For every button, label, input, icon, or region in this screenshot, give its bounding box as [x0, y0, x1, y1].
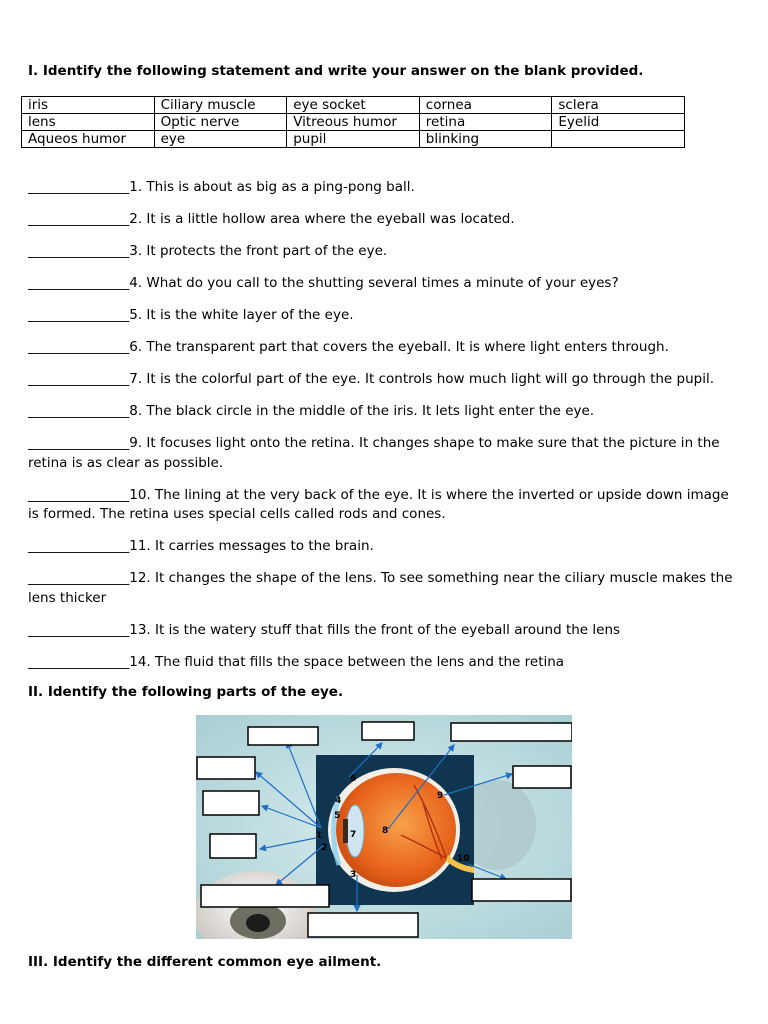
- word-bank-cell: eye socket: [287, 97, 420, 114]
- label-box[interactable]: [201, 885, 329, 907]
- question-text: 10. The lining at the very back of the eye. It is where the inverted or upside down image is formed. The retina uses special cells called rods and cones.: [28, 486, 729, 522]
- answer-blank[interactable]: _______________: [28, 538, 130, 554]
- question-item: [28, 306, 740, 326]
- question-item: [28, 210, 740, 230]
- question-item: [28, 370, 740, 390]
- word-bank-cell: blinking: [419, 131, 552, 148]
- label-box[interactable]: [308, 913, 418, 937]
- question-text: 8. The black circle in the middle of the iris. It lets light enter the eye.: [129, 403, 595, 419]
- diagram-number: 2: [321, 843, 328, 853]
- word-bank-cell: Vitreous humor: [287, 114, 420, 131]
- word-bank-cell: iris: [22, 97, 155, 114]
- answer-blank[interactable]: _______________: [28, 621, 130, 638]
- eye-diagram: [196, 715, 572, 939]
- answer-blank[interactable]: _______________: [28, 307, 130, 323]
- label-box[interactable]: [210, 834, 256, 858]
- answer-blank[interactable]: _______________: [28, 371, 130, 387]
- word-bank-cell: pupil: [287, 131, 420, 148]
- question-text: 3. It protects the front part of the eye.: [129, 243, 388, 259]
- label-box[interactable]: [197, 757, 255, 779]
- label-box[interactable]: [451, 723, 572, 741]
- word-bank-cell: eye: [154, 131, 287, 148]
- diagram-number: 1: [316, 831, 323, 841]
- question-item: [28, 402, 740, 422]
- question-item: [28, 537, 740, 557]
- section-3-heading: III. Identify the different common eye ailment.: [28, 954, 382, 970]
- word-bank-table: [21, 96, 685, 148]
- question-text: 11. It carries messages to the brain.: [129, 538, 374, 554]
- word-bank-cell: Eyelid: [552, 114, 685, 131]
- word-bank-row: [22, 114, 685, 131]
- word-bank-cell: Optic nerve: [154, 114, 287, 131]
- label-box[interactable]: [513, 766, 571, 788]
- diagram-number: 9: [437, 791, 444, 801]
- diagram-number: 3: [350, 870, 357, 880]
- answer-blank[interactable]: _______________: [28, 211, 130, 227]
- question-text: 1. This is about as big as a ping-pong ball.: [129, 179, 415, 195]
- word-bank-cell: Ciliary muscle: [154, 97, 287, 114]
- word-bank-row: [22, 97, 685, 114]
- section-1-heading: I. Identify the following statement and write your answer on the blank provided.: [28, 63, 644, 79]
- answer-blank[interactable]: _______________: [28, 486, 130, 503]
- question-item: [28, 569, 740, 608]
- question-text: 9. It focuses light onto the retina. It changes shape to make sure that the picture in the retina is as clear as possible.: [28, 435, 720, 471]
- question-item: [28, 434, 740, 473]
- word-bank-cell: cornea: [419, 97, 552, 114]
- answer-blank[interactable]: _______________: [28, 243, 130, 259]
- section-2-heading: II. Identify the following parts of the eye.: [28, 684, 344, 700]
- label-box[interactable]: [203, 791, 259, 815]
- word-bank-cell: retina: [419, 114, 552, 131]
- question-text: 6. The transparent part that covers the eyeball. It is where light enters through.: [129, 339, 669, 355]
- diagram-number: 7: [350, 830, 357, 840]
- answer-blank[interactable]: _______________: [28, 435, 130, 451]
- answer-blank[interactable]: _______________: [28, 653, 130, 670]
- label-box[interactable]: [472, 879, 571, 901]
- diagram-number: 5: [334, 811, 341, 821]
- question-item: [28, 486, 740, 525]
- question-item: [28, 621, 740, 641]
- question-text: 2. It is a little hollow area where the eyeball was located.: [129, 211, 515, 227]
- word-bank-cell: Aqueos humor: [22, 131, 155, 148]
- question-item: [28, 653, 740, 673]
- diagram-number: 6: [350, 774, 357, 784]
- question-list: [28, 178, 740, 685]
- diagram-number: 8: [382, 826, 389, 836]
- diagram-number: 10: [457, 854, 470, 864]
- diagram-number: 4: [335, 796, 342, 806]
- word-bank-cell: lens: [22, 114, 155, 131]
- question-item: [28, 242, 740, 262]
- answer-blank[interactable]: _______________: [28, 339, 130, 355]
- answer-blank[interactable]: _______________: [28, 570, 130, 586]
- question-text: 5. It is the white layer of the eye.: [129, 307, 354, 323]
- word-bank-cell: [552, 131, 685, 148]
- label-box[interactable]: [362, 722, 414, 740]
- question-text: 7. It is the colorful part of the eye. It controls how much light will go through the pupil.: [129, 371, 715, 387]
- word-bank-cell: sclera: [552, 97, 685, 114]
- answer-blank[interactable]: _______________: [28, 403, 130, 419]
- question-item: [28, 274, 740, 294]
- question-item: [28, 178, 740, 198]
- label-box[interactable]: [248, 727, 318, 745]
- word-bank-row: [22, 131, 685, 148]
- answer-blank[interactable]: _______________: [28, 275, 130, 291]
- question-text: 13. It is the watery stuff that fills the front of the eyeball around the lens: [129, 621, 621, 638]
- question-text: 4. What do you call to the shutting several times a minute of your eyes?: [129, 275, 619, 291]
- question-item: [28, 338, 740, 358]
- question-text: 12. It changes the shape of the lens. To see something near the ciliary muscle makes the lens thicker: [28, 570, 733, 606]
- iris-shape: [343, 819, 348, 843]
- question-text: 14. The fluid that fills the space between the lens and the retina: [129, 653, 565, 670]
- answer-blank[interactable]: _______________: [28, 179, 130, 195]
